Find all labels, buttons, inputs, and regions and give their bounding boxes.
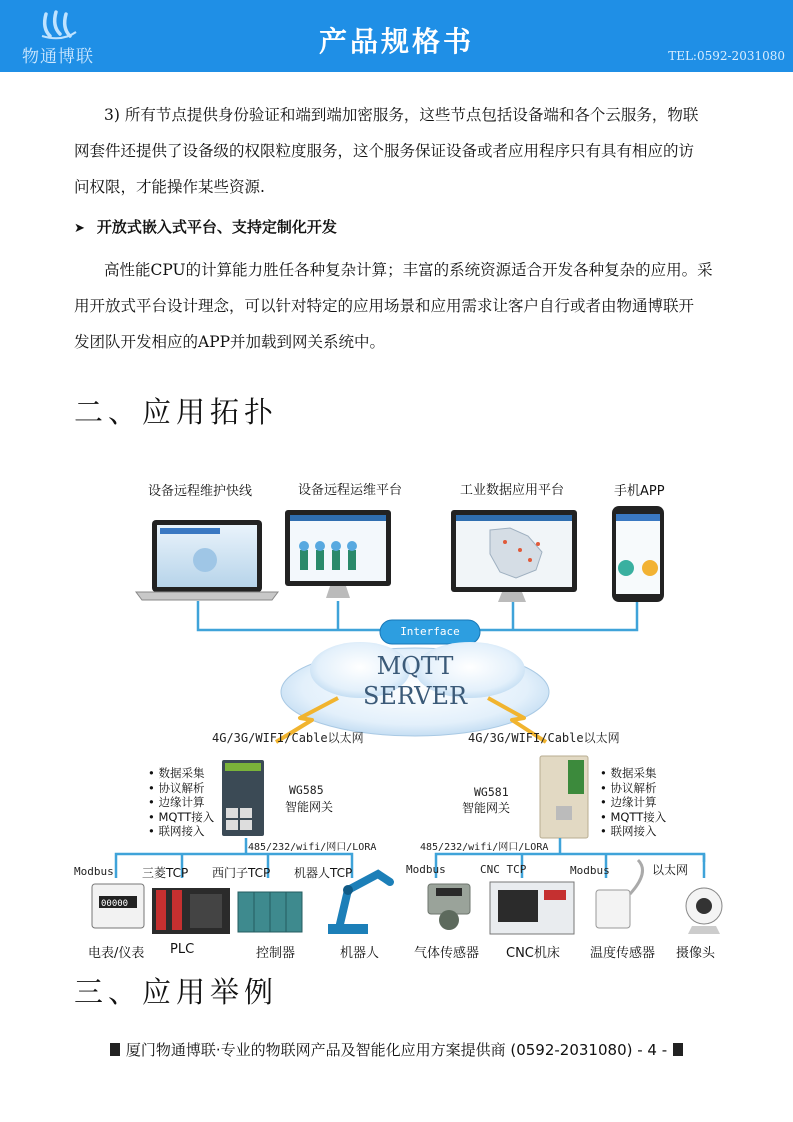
gas-sensor-icon (428, 884, 470, 930)
label-ops-platform: 设备远程运维平台 (298, 483, 403, 498)
paragraph-line: 用开放式平台设计理念，可以针对特定的应用场景和应用需求让客户自行或者由物通博联开 (74, 297, 695, 315)
protocol-label: CNC TCP (480, 863, 527, 876)
controller-icon (238, 892, 302, 932)
smartphone-icon (612, 506, 664, 602)
topology-diagram (0, 470, 793, 970)
document-title: 产品规格书 (318, 25, 474, 58)
protocol-label: Modbus (74, 865, 114, 878)
device-label: PLC (170, 942, 195, 957)
page-header (0, 0, 793, 72)
left-feature-list (148, 766, 214, 839)
ports-left-label: 485/232/wifi/网口/LORA (248, 842, 377, 853)
meter-icon (92, 884, 144, 928)
platform-paragraph (74, 252, 720, 360)
plc-icon (152, 888, 230, 934)
protocol-label: 西门子TCP (212, 866, 271, 880)
page-number: - 4 - (637, 1041, 668, 1059)
label-mobile-app: 手机APP (614, 484, 665, 499)
bullet-text: 开放式嵌入式平台、支持定制化开发 (96, 218, 337, 236)
topology-graphic (0, 470, 793, 970)
laptop-icon (136, 520, 278, 600)
feature-item: • MQTT接入 (600, 810, 666, 825)
header-telephone: TEL:0592-2031080 (668, 49, 785, 63)
device-label: 电表/仪表 (88, 946, 145, 961)
device-label: 机器人 (340, 946, 380, 961)
gateway-right-name: 智能网关 (462, 801, 511, 815)
gateway-left-name: 智能网关 (285, 800, 334, 814)
ports-right-label: 485/232/wifi/网口/LORA (420, 842, 549, 853)
label-remote-maintenance: 设备远程维护快线 (148, 484, 253, 499)
feature-item: • 协议解析 (148, 781, 214, 796)
logo-text: 物通博联 (22, 47, 94, 67)
interface-label: Interface (400, 625, 460, 638)
server-line-1: MQTT (376, 652, 454, 680)
monitor-icon (285, 510, 391, 598)
paragraph-line: 高性能CPU的计算能力胜任各种复杂计算；丰富的系统资源适合开发各种复杂的应用。采 (104, 261, 713, 279)
gateway-wg581-icon (540, 756, 588, 838)
server-line-2: SERVER (362, 682, 468, 710)
protocol-label: 以太网 (652, 863, 689, 877)
paragraph-line: 3) 所有节点提供身份验证和端到端加密服务，这些节点包括设备端和各个云服务，物联 (104, 106, 699, 124)
device-label: 温度传感器 (590, 946, 656, 961)
gateway-wg585-icon (222, 760, 264, 836)
network-left-label: 4G/3G/WIFI/Cable以太网 (212, 731, 364, 745)
feature-item: • 边缘计算 (600, 795, 666, 810)
footer-block-icon (110, 1043, 120, 1056)
device-label: CNC机床 (506, 946, 560, 961)
right-feature-list (600, 766, 666, 839)
protocol-label: Modbus (570, 864, 610, 877)
device-label: 摄像头 (676, 946, 716, 961)
network-right-label: 4G/3G/WIFI/Cable以太网 (468, 731, 620, 745)
arrow-bullet-icon: ➤ (74, 221, 85, 236)
svg-text:00000: 00000 (101, 899, 129, 909)
feature-item: • MQTT接入 (148, 810, 214, 825)
protocol-label: Modbus (406, 863, 446, 876)
feature-item: • 协议解析 (600, 781, 666, 796)
robot-arm-icon (328, 874, 390, 934)
page-footer (0, 1039, 793, 1060)
device-label: 控制器 (256, 946, 296, 961)
feature-item: • 联网接入 (148, 824, 214, 839)
feature-item: • 边缘计算 (148, 795, 214, 810)
feature-item: • 联网接入 (600, 824, 666, 839)
paragraph-line: 网套件还提供了设备级的权限粒度服务，这个服务保证设备或者应用程序只有具有相应的访 (74, 142, 695, 160)
paragraph-line: 问权限，才能操作某些资源. (74, 178, 265, 196)
section-heading-topology: 二、应用拓扑 (74, 395, 279, 429)
camera-icon (686, 888, 722, 934)
protocol-label: 三菱TCP (142, 866, 189, 880)
feature-item: • 数据采集 (600, 766, 666, 781)
feature-item: • 数据采集 (148, 766, 214, 781)
gateway-right-model: WG581 (474, 785, 509, 799)
section-heading-examples: 三、应用举例 (74, 975, 279, 1009)
protocol-label: 机器人TCP (294, 866, 353, 880)
monitor-icon (451, 510, 577, 602)
footer-text: 厦门物通博联·专业的物联网产品及智能化应用方案提供商 (0592-2031080) (125, 1041, 633, 1059)
cnc-machine-icon (490, 882, 574, 934)
label-industrial-data-platform: 工业数据应用平台 (460, 483, 565, 498)
footer-block-icon (673, 1043, 683, 1056)
security-paragraph (74, 97, 720, 205)
gateway-left-model: WG585 (289, 783, 324, 797)
feature-bullet (74, 216, 337, 237)
device-label: 气体传感器 (414, 946, 480, 961)
paragraph-line: 发团队开发相应的APP并加载到网关系统中。 (74, 333, 386, 351)
